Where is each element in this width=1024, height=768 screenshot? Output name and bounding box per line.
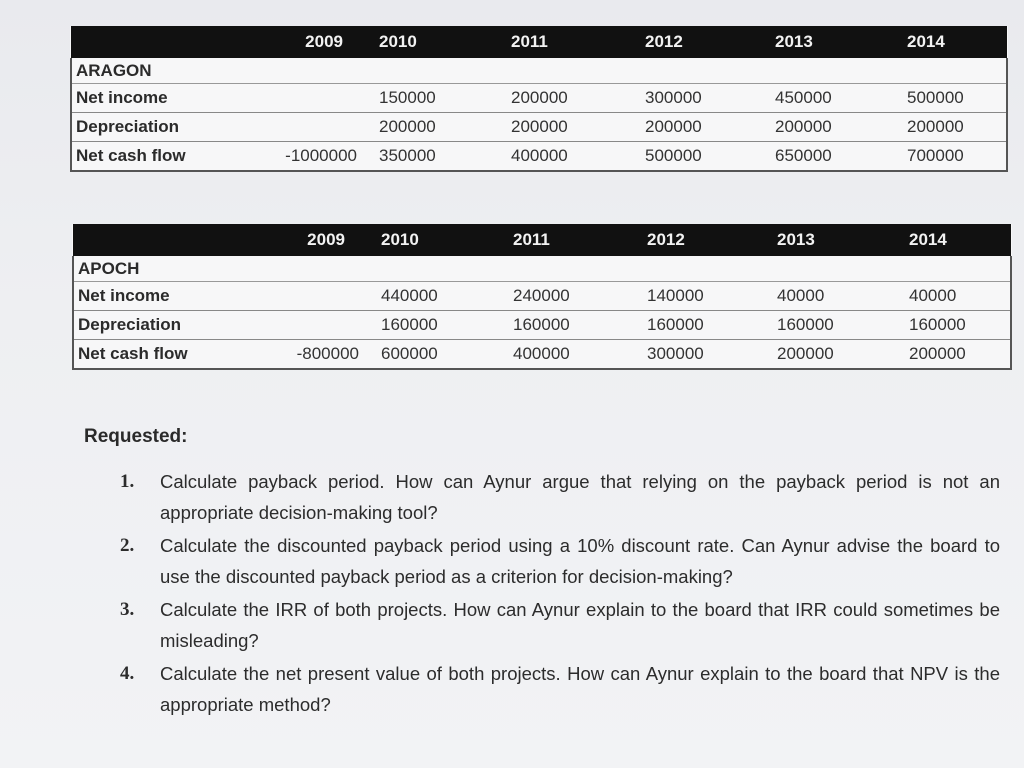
year-header: 2014 — [883, 224, 1011, 256]
row-label: Net cash flow — [71, 142, 241, 172]
row-label: Depreciation — [71, 113, 241, 142]
cell-value: 500000 — [881, 84, 1007, 113]
year-header: 2014 — [881, 26, 1007, 58]
cell-value: 200000 — [359, 113, 489, 142]
table-row — [73, 311, 1011, 340]
row-label: Depreciation — [73, 311, 243, 340]
header-blank — [71, 26, 241, 58]
cell-value: 600000 — [361, 340, 491, 370]
table-row — [73, 340, 1011, 370]
cell-value: 700000 — [881, 142, 1007, 172]
cell-value: 160000 — [361, 311, 491, 340]
apoch-table — [72, 224, 1012, 370]
cell-value: 160000 — [625, 311, 755, 340]
table-row — [71, 142, 1007, 172]
question-text: Calculate payback period. How can Aynur argue that relying on the payback period is not an appropriate decision-making tool? — [160, 471, 1000, 523]
year-header: 2011 — [489, 26, 623, 58]
cell-value: 140000 — [625, 282, 755, 311]
cell-value: 150000 — [359, 84, 489, 113]
cell-value: 200000 — [623, 113, 753, 142]
cell-value: 200000 — [755, 340, 883, 370]
cell-value: 440000 — [361, 282, 491, 311]
year-header: 2011 — [491, 224, 625, 256]
questions-list — [120, 466, 1000, 722]
cell-value: 350000 — [359, 142, 489, 172]
cell-value: 160000 — [883, 311, 1011, 340]
project-name: ARAGON — [71, 58, 241, 84]
question-number: 2. — [120, 535, 135, 556]
list-item — [120, 658, 1000, 720]
question-number: 4. — [120, 663, 135, 684]
row-label: Net income — [71, 84, 241, 113]
cell-value: 240000 — [491, 282, 625, 311]
cell-value: 400000 — [489, 142, 623, 172]
header-blank — [73, 224, 243, 256]
cell-value: 200000 — [489, 84, 623, 113]
cell-value: 300000 — [625, 340, 755, 370]
cell-value: 200000 — [881, 113, 1007, 142]
cell-value: -800000 — [243, 340, 361, 370]
list-item — [120, 466, 1000, 528]
cell-value: 200000 — [753, 113, 881, 142]
cell-value: 200000 — [489, 113, 623, 142]
question-number: 1. — [120, 471, 135, 492]
cell-value: 160000 — [491, 311, 625, 340]
cell-value: 650000 — [753, 142, 881, 172]
list-item — [120, 530, 1000, 592]
year-header: 2013 — [753, 26, 881, 58]
year-header: 2010 — [361, 224, 491, 256]
cell-value: 160000 — [755, 311, 883, 340]
year-header: 2012 — [623, 26, 753, 58]
cell-value: 40000 — [883, 282, 1011, 311]
cell-value: 200000 — [883, 340, 1011, 370]
question-text: Calculate the discounted payback period using a 10% discount rate. Can Aynur advise the board to use the discounted payback period as a criterion for decision-making? — [160, 535, 1000, 587]
year-header: 2012 — [625, 224, 755, 256]
year-header: 2009 — [241, 26, 359, 58]
list-item — [120, 594, 1000, 656]
year-header: 2009 — [243, 224, 361, 256]
aragon-table — [70, 26, 1008, 172]
header-row — [71, 26, 1007, 58]
table-row — [71, 113, 1007, 142]
question-text: Calculate the net present value of both projects. How can Aynur explain to the board that NPV is the appropriate method? — [160, 663, 1000, 715]
cell-value: 40000 — [755, 282, 883, 311]
year-header: 2010 — [359, 26, 489, 58]
cell-value: -1000000 — [241, 142, 359, 172]
question-text: Calculate the IRR of both projects. How can Aynur explain to the board that IRR could sometimes be misleading? — [160, 599, 1000, 651]
cell-value: 300000 — [623, 84, 753, 113]
cell-value: 400000 — [491, 340, 625, 370]
table-row — [73, 282, 1011, 311]
question-number: 3. — [120, 599, 135, 620]
cell-value — [241, 84, 359, 113]
project-name: APOCH — [73, 256, 243, 282]
cell-value: 500000 — [623, 142, 753, 172]
table-row — [71, 84, 1007, 113]
header-row — [73, 224, 1011, 256]
cell-value — [243, 282, 361, 311]
cell-value: 450000 — [753, 84, 881, 113]
year-header: 2013 — [755, 224, 883, 256]
requested-heading: Requested: — [84, 426, 188, 447]
cell-value — [241, 113, 359, 142]
cell-value — [243, 311, 361, 340]
row-label: Net income — [73, 282, 243, 311]
group-row — [73, 256, 1011, 282]
group-row — [71, 58, 1007, 84]
row-label: Net cash flow — [73, 340, 243, 370]
